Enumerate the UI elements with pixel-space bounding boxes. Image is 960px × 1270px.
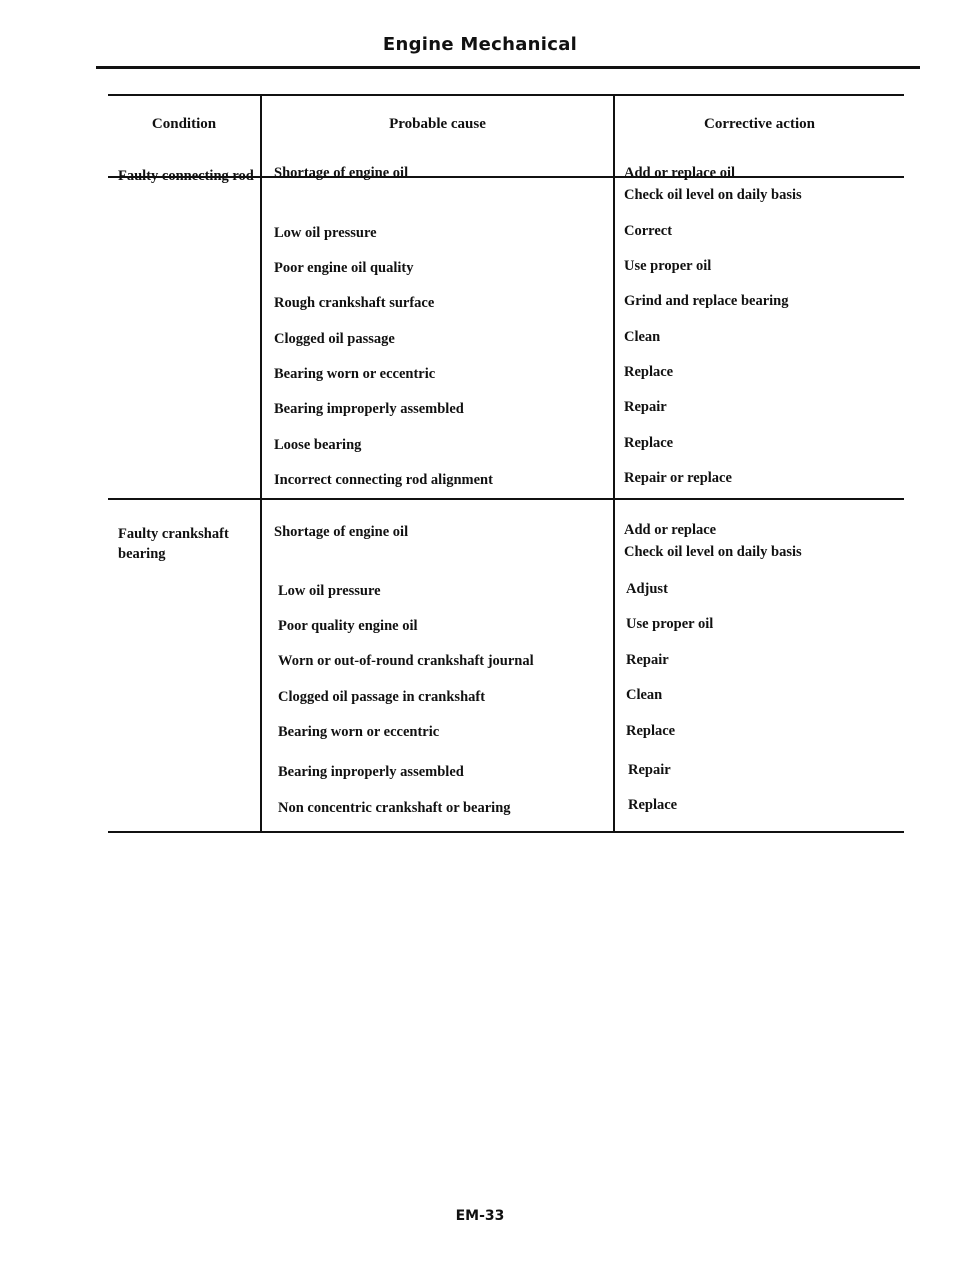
header-corrective-action: Corrective action [704, 116, 815, 132]
cause-cell: Incorrect connecting rod alignment [274, 472, 493, 488]
action-cell: Replace [624, 435, 674, 451]
troubleshooting-table [108, 94, 904, 834]
page-title: Engine Mechanical [382, 34, 578, 55]
action-cell: Replace [626, 723, 676, 739]
cause-cell: Loose bearing [274, 437, 362, 453]
action-cell: Use proper oil [624, 258, 712, 274]
action-cell: Repair [626, 652, 669, 668]
cause-cell: Low oil pressure [278, 583, 381, 599]
table-bottom-rule [108, 831, 904, 833]
action-cell: Replace [628, 797, 678, 813]
action-cell: Adjust [626, 581, 668, 597]
cause-cell: Non concentric crankshaft or bearing [278, 800, 511, 816]
cause-cell: Poor engine oil quality [274, 260, 414, 276]
column-divider-1 [260, 94, 262, 833]
action-cell: Repair [628, 762, 671, 778]
action-cell: Use proper oil [626, 616, 714, 632]
condition-cell: Faulty connecting rod [118, 168, 254, 184]
action-cell: Check oil level on daily basis [624, 544, 802, 560]
cause-cell: Low oil pressure [274, 225, 377, 241]
action-cell: Repair [624, 399, 667, 415]
cause-cell: Bearing worn or eccentric [278, 724, 440, 740]
cause-cell: Shortage of engine oil [274, 165, 409, 181]
cause-cell: Poor quality engine oil [278, 618, 418, 634]
header-condition: Condition [151, 116, 217, 132]
group-divider-rule [108, 498, 904, 500]
action-cell: Correct [624, 223, 673, 239]
action-cell: Replace [624, 364, 674, 380]
table-top-rule [108, 94, 904, 96]
cause-cell: Bearing inproperly assembled [278, 764, 464, 780]
cause-cell: Bearing worn or eccentric [274, 366, 436, 382]
cause-cell: Rough crankshaft surface [274, 295, 435, 311]
action-cell: Repair or replace [624, 470, 732, 486]
action-cell: Check oil level on daily basis [624, 187, 802, 203]
title-rule [96, 66, 920, 69]
action-cell: Clean [624, 329, 661, 345]
condition-cell: Faulty crankshaft bearing [118, 526, 229, 562]
cause-cell: Clogged oil passage in crankshaft [278, 689, 486, 705]
action-cell: Add or replace oil [624, 165, 736, 181]
cause-cell: Shortage of engine oil [274, 524, 409, 540]
cause-cell: Worn or out-of-round crankshaft journal [278, 653, 534, 669]
cause-cell: Clogged oil passage [274, 331, 395, 347]
header-probable-cause: Probable cause [389, 116, 486, 132]
action-cell: Clean [626, 687, 663, 703]
column-divider-2 [613, 94, 615, 833]
page-number: EM-33 [455, 1208, 505, 1224]
action-cell: Add or replace [624, 522, 717, 538]
action-cell: Grind and replace bearing [624, 293, 789, 309]
cause-cell: Bearing improperly assembled [274, 401, 464, 417]
